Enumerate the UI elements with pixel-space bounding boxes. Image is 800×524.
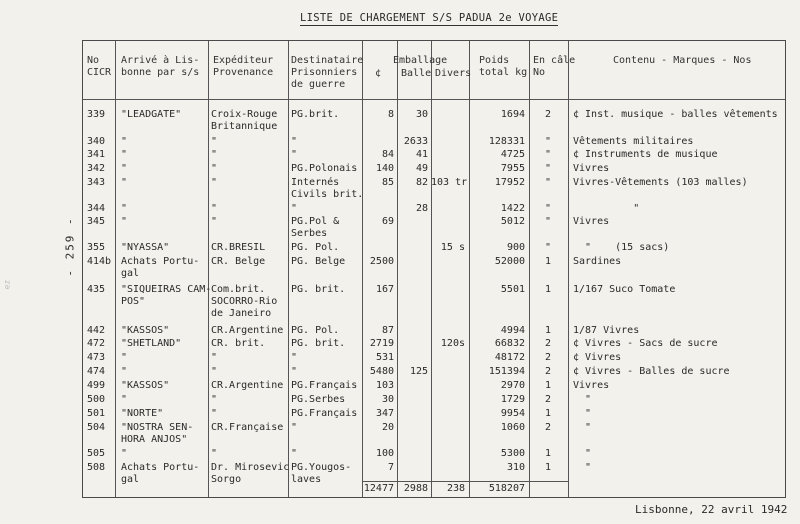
- cell-c: 7: [387, 462, 394, 473]
- cell-no: 435: [87, 284, 106, 295]
- cell-d: 15 s: [440, 242, 465, 253]
- cell-no: 414b: [87, 256, 112, 267]
- header-balle: Balle: [401, 68, 432, 79]
- cell-c: 85: [381, 177, 394, 188]
- cell-exp: ": [211, 394, 218, 405]
- cell-c: 87: [381, 325, 394, 336]
- cell-contenu: Vivres: [573, 380, 610, 391]
- cell-cale: ": [544, 163, 552, 174]
- cell-contenu: Vivres-Vêtements (103 malles): [573, 177, 748, 188]
- cell-no: 355: [87, 242, 106, 253]
- cell-contenu: ": [573, 408, 592, 419]
- cell-no: 499: [87, 380, 106, 391]
- cell-cale: ": [544, 136, 552, 147]
- cell-c: 100: [375, 448, 394, 459]
- cell-c: 30: [381, 394, 394, 405]
- cell-dest: PG.Yougos- laves: [291, 462, 352, 485]
- cell-d: 120s: [440, 338, 465, 349]
- cell-arrive: "LEADGATE": [121, 109, 182, 120]
- cell-exp: CR.BRESIL: [211, 242, 266, 253]
- cell-cale: 1: [544, 325, 552, 336]
- cell-dest: PG.Pol & Serbes: [291, 216, 340, 239]
- cell-arrive: ": [121, 394, 128, 405]
- cell-arrive: "SHETLAND": [121, 338, 182, 349]
- page-number: - 259 -: [63, 216, 77, 277]
- cell-cale: ": [544, 216, 552, 227]
- header-rule: [83, 99, 785, 100]
- cell-c: 2500: [369, 256, 394, 267]
- cell-contenu: ": [573, 422, 592, 433]
- cell-no: 442: [87, 325, 106, 336]
- cell-exp: CR.Argentine: [211, 325, 284, 336]
- cell-poids: 1729: [500, 394, 525, 405]
- cell-c: 8: [387, 109, 394, 120]
- cell-poids: 5501: [500, 284, 525, 295]
- cell-exp: CR. brit.: [211, 338, 266, 349]
- cell-arrive: ": [121, 366, 128, 377]
- cell-poids: 9954: [500, 408, 525, 419]
- cell-poids: 310: [506, 462, 525, 473]
- cell-exp: Dr. Mirosevic Sorgo: [211, 462, 290, 485]
- cell-exp: CR.Française: [211, 422, 284, 433]
- header-emballage: Emballage: [393, 55, 448, 66]
- cell-dest: PG.Serbes: [291, 394, 346, 405]
- cell-poids: 17952: [494, 177, 525, 188]
- cell-arrive: ": [121, 352, 128, 363]
- cell-contenu: " (15 sacs): [573, 242, 670, 253]
- header-poids: Poids total kg: [479, 55, 528, 78]
- faint-mark: ez: [2, 279, 12, 290]
- header-expediteur: Expéditeur Provenance: [213, 55, 274, 78]
- cell-dest: PG. Belge: [291, 256, 346, 267]
- cell-exp: ": [211, 408, 218, 419]
- cell-c: 84: [381, 149, 394, 160]
- cell-exp: CR. Belge: [211, 256, 266, 267]
- header-cent: ¢: [375, 68, 382, 79]
- cell-contenu: 1/87 Vivres: [573, 325, 640, 336]
- cell-b: 28: [415, 203, 428, 214]
- page-title: LISTE DE CHARGEMENT S/S PADUA 2e VOYAGE: [300, 12, 559, 24]
- cell-poids: 5300: [500, 448, 525, 459]
- cell-b: 125: [409, 366, 428, 377]
- cell-cale: ": [544, 242, 552, 253]
- cell-no: 473: [87, 352, 106, 363]
- cell-cale: ": [544, 149, 552, 160]
- cell-cale: 1: [544, 380, 552, 391]
- cell-cale: 2: [544, 394, 552, 405]
- cell-cale: 1: [544, 284, 552, 295]
- column-divider: [208, 41, 209, 497]
- cell-arrive: ": [121, 203, 128, 214]
- cell-arrive: Achats Portu- gal: [121, 256, 200, 279]
- cell-contenu: ": [573, 394, 592, 405]
- cell-arrive: "NOSTRA SEN- HORA ANJOS": [121, 422, 194, 445]
- cell-cale: 2: [544, 422, 552, 433]
- cell-poids: 5012: [500, 216, 525, 227]
- header-contenu: Contenu - Marques - Nos: [613, 55, 752, 66]
- cell-dest: ": [291, 448, 298, 459]
- column-divider: [115, 41, 116, 497]
- cell-contenu: ": [573, 448, 592, 459]
- cell-arrive: "SIQUEIRAS CAM- POS": [121, 284, 212, 307]
- cell-dest: PG. Pol.: [291, 242, 340, 253]
- cell-exp: ": [211, 352, 218, 363]
- cell-no: 500: [87, 394, 106, 405]
- cell-dest: ": [291, 366, 298, 377]
- cell-poids: 4725: [500, 149, 525, 160]
- cell-poids: 128331: [488, 136, 525, 147]
- cell-poids: 48172: [494, 352, 525, 363]
- cell-no: 342: [87, 163, 106, 174]
- cell-poids: 151394: [488, 366, 525, 377]
- cell-exp: ": [211, 177, 218, 188]
- cell-poids: 52000: [494, 256, 525, 267]
- cell-contenu: Vivres: [573, 216, 610, 227]
- cell-exp: CR.Argentine: [211, 380, 284, 391]
- total-poids: 518207: [488, 483, 525, 494]
- cell-exp: ": [211, 136, 218, 147]
- cell-exp: Com.brit. SOCORRO-Rio de Janeiro: [211, 284, 278, 319]
- cell-no: 339: [87, 109, 106, 120]
- cell-c: 167: [375, 284, 394, 295]
- cell-dest: PG.Polonais: [291, 163, 358, 174]
- cell-no: 345: [87, 216, 106, 227]
- cell-exp: ": [211, 366, 218, 377]
- cell-contenu: ¢ Vivres - Sacs de sucre: [573, 338, 718, 349]
- cell-poids: 7955: [500, 163, 525, 174]
- cell-no: 344: [87, 203, 106, 214]
- header-divers: Divers: [435, 68, 472, 79]
- total-cent: 12477: [363, 483, 394, 494]
- cell-poids: 1422: [500, 203, 525, 214]
- column-divider: [431, 41, 432, 497]
- column-divider: [568, 41, 569, 497]
- cell-exp: ": [211, 216, 218, 227]
- cell-dest: ": [291, 203, 298, 214]
- cell-arrive: ": [121, 216, 128, 227]
- cell-arrive: ": [121, 163, 128, 174]
- cell-poids: 900: [506, 242, 525, 253]
- cargo-table: [82, 40, 786, 498]
- cell-no: 504: [87, 422, 106, 433]
- cell-contenu: ¢ Instruments de musique: [573, 149, 718, 160]
- column-divider: [288, 41, 289, 497]
- cell-c: 2719: [369, 338, 394, 349]
- cell-poids: 66832: [494, 338, 525, 349]
- cell-exp: ": [211, 163, 218, 174]
- total-divers: 238: [446, 483, 465, 494]
- cell-exp: Croix-Rouge Britannique: [211, 109, 278, 132]
- cell-arrive: ": [121, 448, 128, 459]
- cell-no: 505: [87, 448, 106, 459]
- cell-arrive: ": [121, 136, 128, 147]
- cell-contenu: ": [573, 203, 640, 214]
- cell-dest: ": [291, 352, 298, 363]
- cell-dest: PG. Pol.: [291, 325, 340, 336]
- cell-cale: ": [544, 177, 552, 188]
- cell-arrive: ": [121, 149, 128, 160]
- cell-exp: ": [211, 448, 218, 459]
- cell-contenu: ¢ Vivres - Balles de sucre: [573, 366, 730, 377]
- cell-exp: ": [211, 203, 218, 214]
- cell-cale: 1: [544, 448, 552, 459]
- footer-date: Lisbonne, 22 avril 1942: [635, 503, 788, 516]
- cell-dest: PG. brit.: [291, 338, 346, 349]
- cell-cale: 1: [544, 256, 552, 267]
- cell-dest: Internés Civils brit.: [291, 177, 364, 200]
- cell-poids: 2970: [500, 380, 525, 391]
- cell-b: 49: [415, 163, 428, 174]
- cell-c: 20: [381, 422, 394, 433]
- cell-b: 82: [415, 177, 428, 188]
- cell-arrive: "NORTE": [121, 408, 164, 419]
- cell-dest: ": [291, 422, 298, 433]
- cell-arrive: "KASSOS": [121, 325, 170, 336]
- cell-no: 472: [87, 338, 106, 349]
- cell-c: 69: [381, 216, 394, 227]
- cell-no: 341: [87, 149, 106, 160]
- cell-contenu: ¢ Inst. musique - balles vêtements: [573, 109, 778, 120]
- cell-no: 340: [87, 136, 106, 147]
- cell-dest: PG.Français: [291, 380, 358, 391]
- cell-cale: 2: [544, 366, 552, 377]
- total-balle: 2988: [403, 483, 428, 494]
- cell-arrive: Achats Portu- gal: [121, 462, 200, 485]
- cell-contenu: ": [573, 462, 592, 473]
- header-no: No CICR: [87, 55, 112, 78]
- cell-poids: 1060: [500, 422, 525, 433]
- cell-no: 508: [87, 462, 106, 473]
- cell-cale: 2: [544, 338, 552, 349]
- cell-arrive: ": [121, 177, 128, 188]
- cell-c: 5480: [369, 366, 394, 377]
- cell-b: 2633: [403, 136, 428, 147]
- cell-exp: ": [211, 149, 218, 160]
- cell-poids: 1694: [500, 109, 525, 120]
- totals-rule: [362, 481, 568, 482]
- cell-cale: ": [544, 203, 552, 214]
- cell-contenu: Vivres: [573, 163, 610, 174]
- cell-no: 474: [87, 366, 106, 377]
- cell-arrive: "KASSOS": [121, 380, 170, 391]
- cell-c: 103: [375, 380, 394, 391]
- header-cale: En câle No: [533, 55, 576, 78]
- cell-dest: PG.brit.: [291, 109, 340, 120]
- header-arrive: Arrivé à Lis- bonne par s/s: [121, 55, 200, 78]
- cell-dest: ": [291, 136, 298, 147]
- cell-cale: 2: [544, 352, 552, 363]
- cell-poids: 4994: [500, 325, 525, 336]
- cell-contenu: ¢ Vivres: [573, 352, 622, 363]
- cell-b: 41: [415, 149, 428, 160]
- cell-cale: 1: [544, 462, 552, 473]
- cell-dest: PG.Français: [291, 408, 358, 419]
- cell-dest: PG. brit.: [291, 284, 346, 295]
- cell-c: 531: [375, 352, 394, 363]
- cell-contenu: Vêtements militaires: [573, 136, 694, 147]
- cell-arrive: "NYASSA": [121, 242, 170, 253]
- cell-no: 501: [87, 408, 106, 419]
- header-destinataire: Destinataire Prisonniers de guerre: [291, 55, 364, 90]
- cell-cale: 1: [544, 408, 552, 419]
- cell-contenu: 1/167 Suco Tomate: [573, 284, 676, 295]
- cell-c: 347: [375, 408, 394, 419]
- cell-d: 103 tr: [431, 177, 468, 188]
- cell-c: 140: [375, 163, 394, 174]
- cell-contenu: Sardines: [573, 256, 622, 267]
- cell-dest: ": [291, 149, 298, 160]
- cell-b: 30: [415, 109, 428, 120]
- cell-no: 343: [87, 177, 106, 188]
- cell-cale: 2: [544, 109, 552, 120]
